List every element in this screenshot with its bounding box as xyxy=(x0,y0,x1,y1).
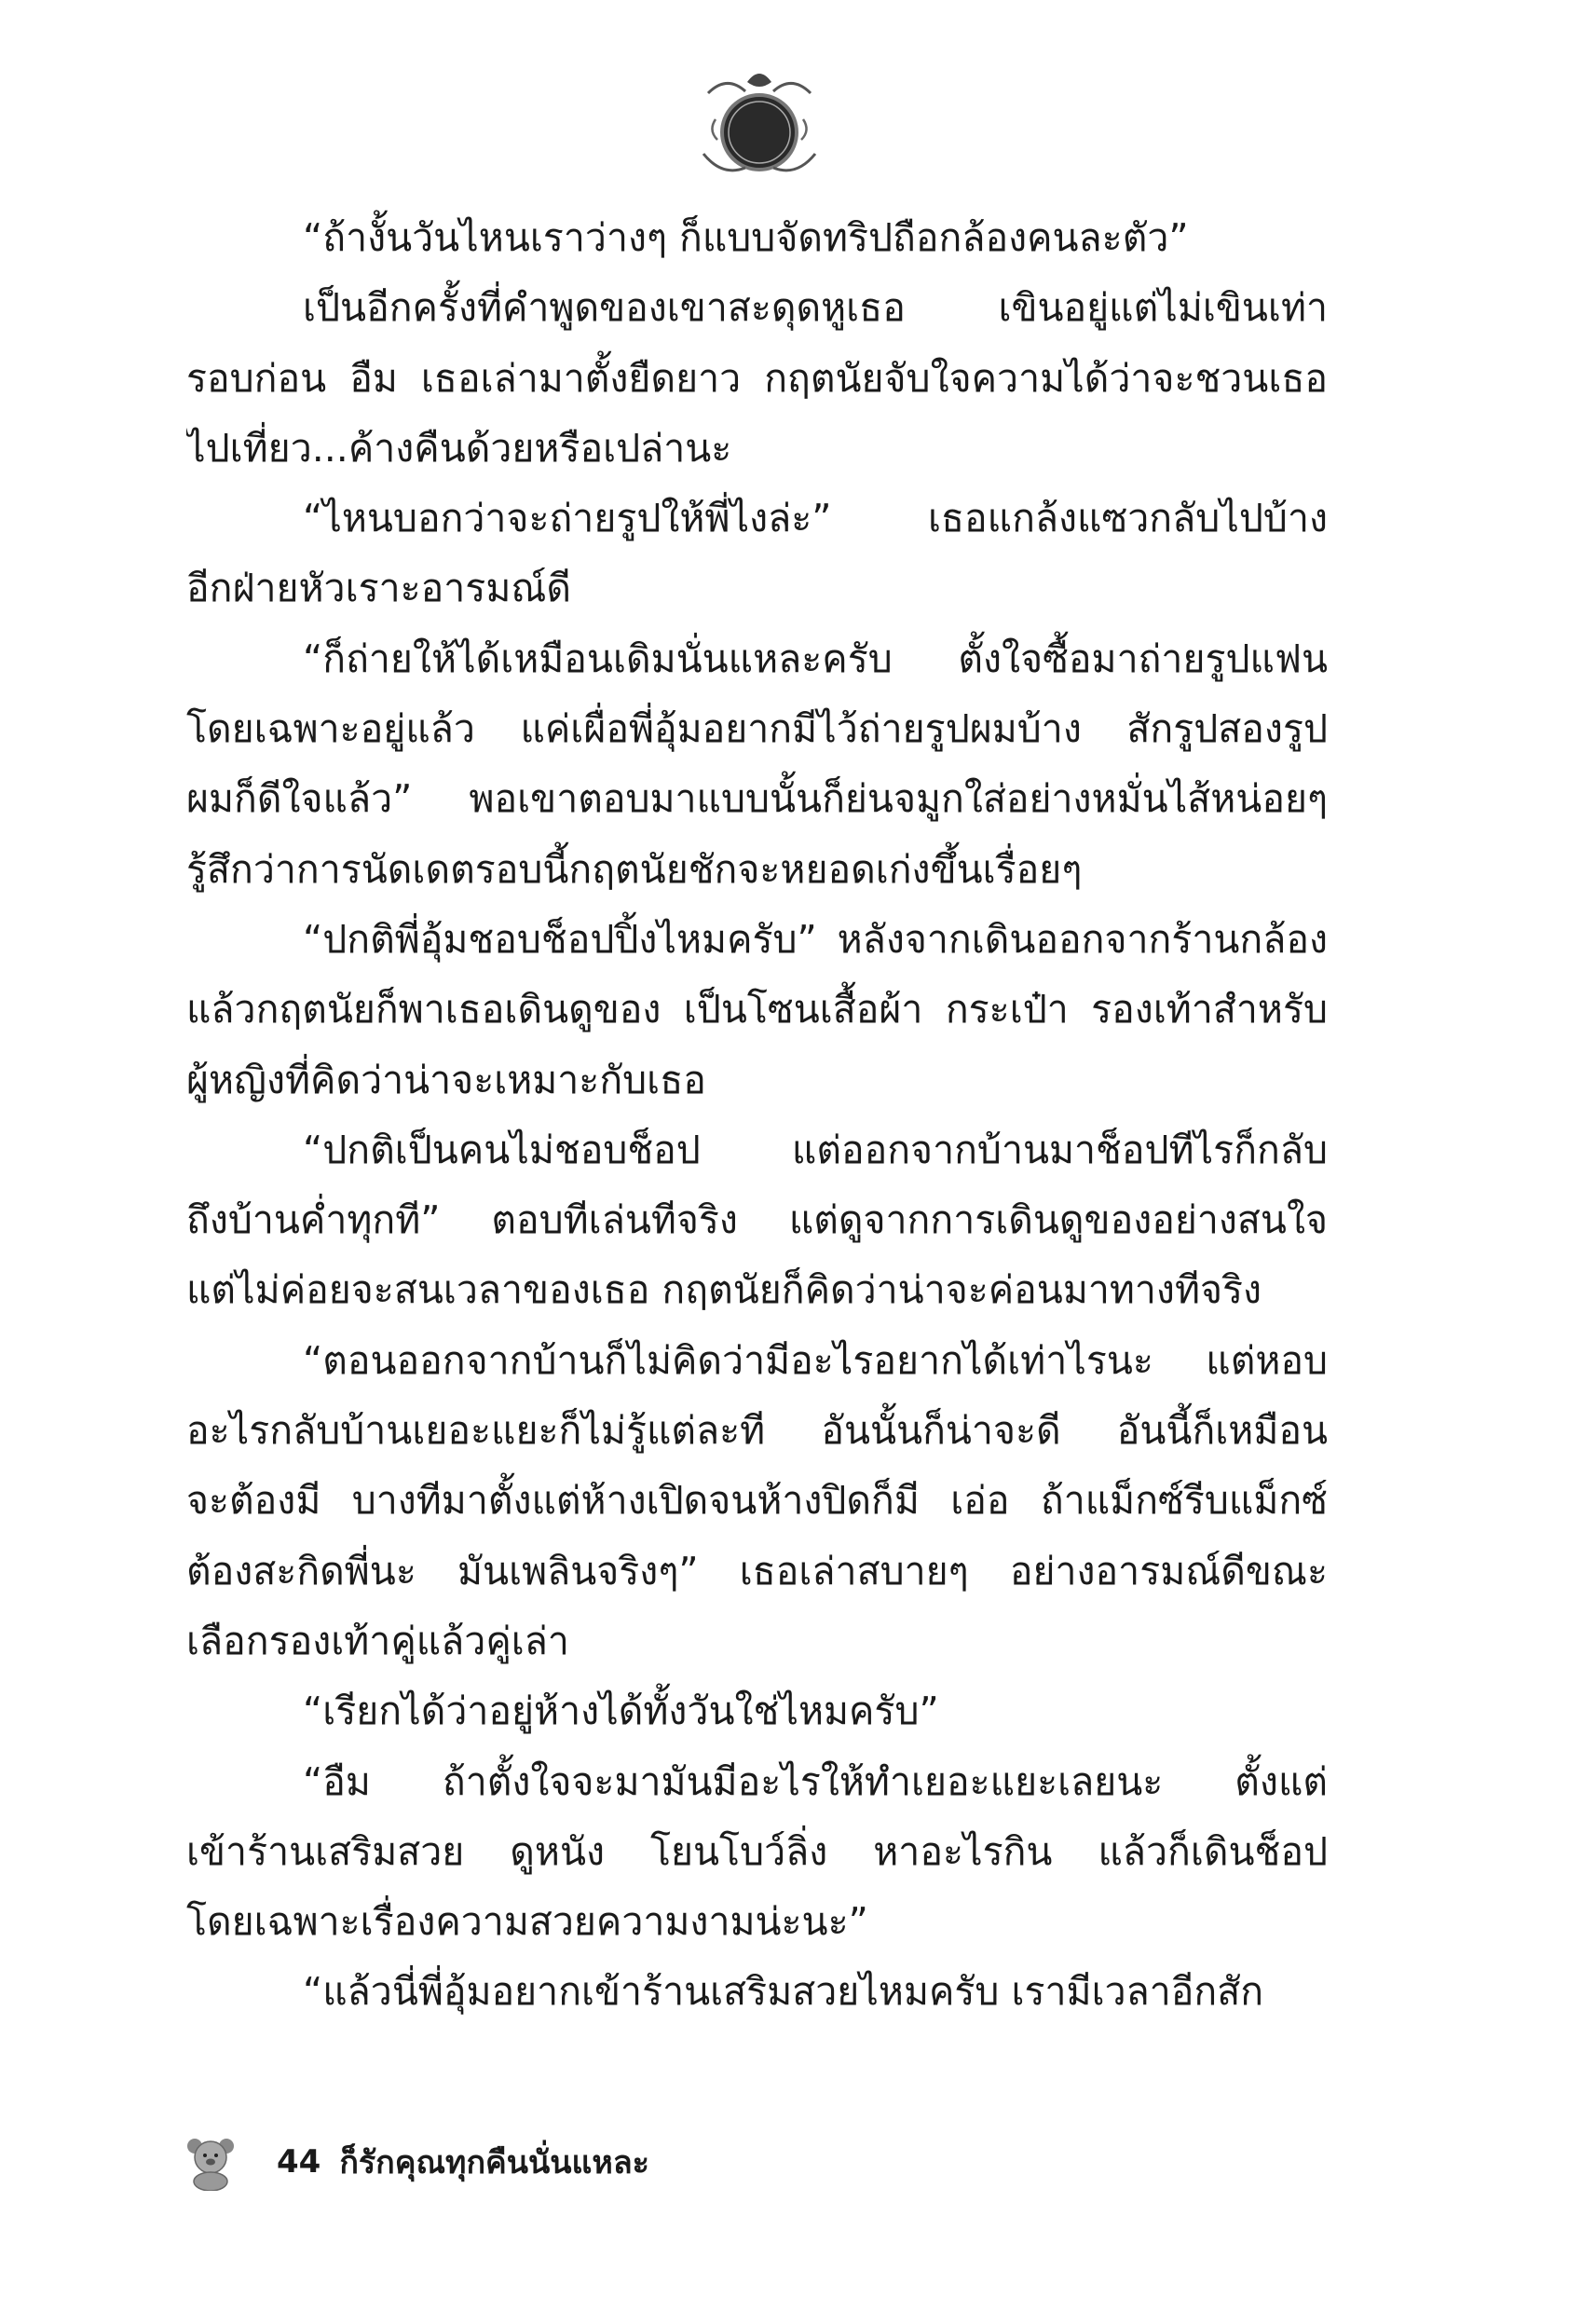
text-line: “ปกติพี่อุ้มชอบช็อปปิ้งไหมครับ” หลังจากเดินออกจากร้านกล้อง xyxy=(303,916,1328,962)
text-line: โดยเฉพาะเรื่องความสวยความงามน่ะนะ” xyxy=(186,1899,868,1945)
text-line: “ตอนออกจากบ้านก็ไม่คิดว่ามีอะไรอยากได้เท่าไรนะ แต่หอบ xyxy=(303,1337,1328,1383)
text-line: “อืม ถ้าตั้งใจจะมามันมีอะไรให้ทำเยอะแยะเลยนะ ตั้งแต่ xyxy=(303,1758,1328,1804)
text-line: เป็นอีกครั้งที่คำพูดของเขาสะดุดหูเธอ เขินอยู่แต่ไม่เขินเท่า xyxy=(303,285,1328,331)
teddy-bear-icon xyxy=(182,2133,239,2191)
text-line: “ก็ถ่ายให้ได้เหมือนเดิมนั่นแหละครับ ตั้งใจซื้อมาถ่ายรูปแฟน xyxy=(303,636,1328,681)
text-line: เข้าร้านเสริมสวย ดูหนัง โยนโบว์ลิ่ง หาอะไรกิน แล้วก็เดินช็อป xyxy=(186,1828,1328,1874)
text-line: โดยเฉพาะอยู่แล้ว แค่เผื่อพี่อุ้มอยากมีไว้ถ่ายรูปผมบ้าง สักรูปสองรูป xyxy=(186,706,1328,752)
text-line: “ถ้างั้นวันไหนเราว่างๆ ก็แบบจัดทริปถือกล้องคนละตัว” xyxy=(303,215,1189,260)
text-line: “เรียกได้ว่าอยู่ห้างได้ทั้งวันใช่ไหมครับ” xyxy=(303,1689,939,1734)
text-line: “ปกติเป็นคนไม่ชอบช็อป แต่ออกจากบ้านมาช็อปทีไรก็กลับ xyxy=(303,1127,1328,1172)
text-line: ต้องสะกิดพี่นะ มันเพลินจริงๆ” เธอเล่าสบายๆ อย่างอารมณ์ดีขณะ xyxy=(186,1548,1328,1593)
page-number: 44 xyxy=(277,2143,321,2181)
text-line: ไปเที่ยว...ค้างคืนด้วยหรือเปล่านะ xyxy=(186,425,732,471)
publisher-logo-icon xyxy=(689,65,829,186)
text-line: “แล้วนี่พี่อุ้มอยากเข้าร้านเสริมสวยไหมครับ เรามีเวลาอีกสัก xyxy=(303,1969,1264,2015)
text-line: อะไรกลับบ้านเยอะแยะก็ไม่รู้แต่ละที อันนั้นก็น่าจะดี อันนี้ก็เหมือน xyxy=(186,1408,1328,1454)
page-footer xyxy=(182,2129,649,2195)
text-line: ผมก็ดีใจแล้ว” พอเขาตอบมาแบบนั้นก็ย่นจมูกใส่อย่างหมั่นไส้หน่อยๆ xyxy=(186,776,1328,822)
story-text xyxy=(186,203,1328,2028)
text-line: แล้วกฤตนัยก็พาเธอเดินดูของ เป็นโซนเสื้อผ้า กระเป๋า รองเท้าสำหรับ xyxy=(186,987,1328,1032)
text-line: ผู้หญิงที่คิดว่าน่าจะเหมาะกับเธอ xyxy=(186,1057,706,1102)
text-line: เลือกรองเท้าคู่แล้วคู่เล่า xyxy=(186,1618,569,1663)
book-title: ก็รักคุณทุกคืนนั่นแหละ xyxy=(339,2144,649,2181)
text-line: รอบก่อน อืม เธอเล่ามาตั้งยืดยาว กฤตนัยจับใจความได้ว่าจะชวนเธอ xyxy=(186,355,1328,401)
text-line: ถึงบ้านค่ำทุกที” ตอบทีเล่นทีจริง แต่ดูจากการเดินดูของอย่างสนใจ xyxy=(186,1197,1328,1243)
text-line: อีกฝ่ายหัวเราะอารมณ์ดี xyxy=(186,566,572,611)
text-line: แต่ไม่ค่อยจะสนเวลาของเธอ กฤตนัยก็คิดว่าน่าจะค่อนมาทางทีจริง xyxy=(186,1267,1262,1313)
text-line: “ไหนบอกว่าจะถ่ายรูปให้พี่ไงล่ะ” เธอแกล้งแซวกลับไปบ้าง xyxy=(303,496,1328,541)
text-line: รู้สึกว่าการนัดเดตรอบนี้กฤตนัยชักจะหยอดเก่งขึ้นเรื่อยๆ xyxy=(186,846,1083,892)
text-line: จะต้องมี บางทีมาตั้งแต่ห้างเปิดจนห้างปิดก็มี เอ่อ ถ้าแม็กซ์รีบแม็กซ์ xyxy=(186,1478,1328,1524)
